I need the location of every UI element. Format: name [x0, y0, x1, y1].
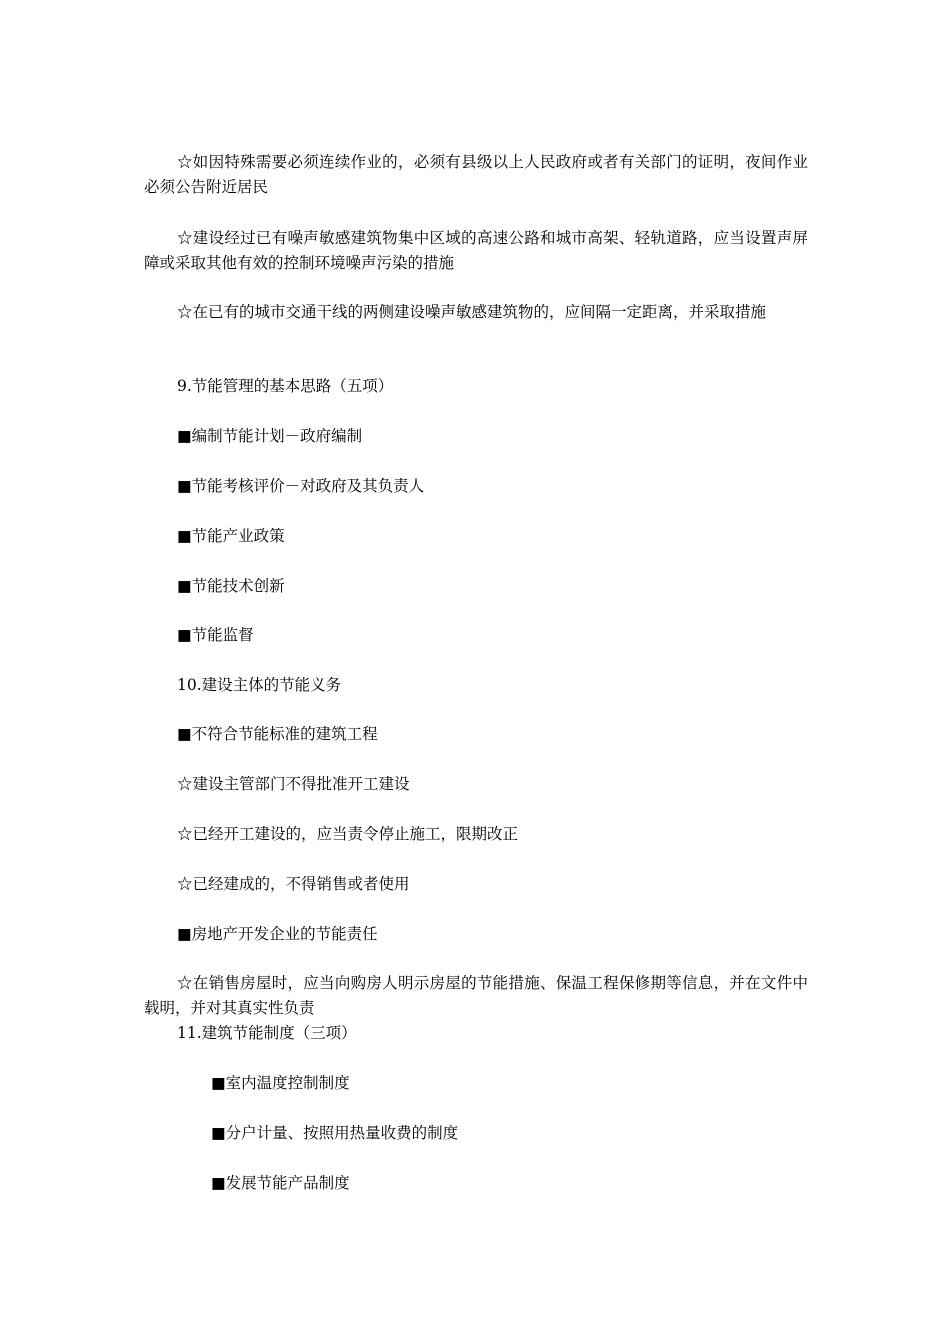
list-item: ☆已经开工建设的，应当责令停止施工，限期改正 [177, 825, 519, 843]
paragraph-sales-disclosure: ☆在销售房屋时，应当向购房人明示房屋的节能措施、保温工程保修期等信息，并在文件中载明，并对其真实性负责 [144, 974, 808, 1017]
list-item: ☆已经建成的，不得销售或者使用 [177, 875, 410, 893]
heading-section-11: 11.建筑节能制度（三项） [177, 1024, 357, 1042]
list-item: ■节能监督 [177, 626, 254, 644]
list-item: ■节能产业政策 [177, 527, 285, 545]
paragraph-sound-barrier: ☆建设经过已有噪声敏感建筑物集中区域的高速公路和城市高架、轻轨道路，应当设置声屏障或采取其他有效的控制环境噪声污染的措施 [144, 229, 808, 272]
list-item: ☆建设主管部门不得批准开工建设 [177, 775, 410, 793]
heading-section-10: 10.建设主体的节能义务 [177, 676, 342, 694]
list-item: ■节能考核评价－对政府及其负责人 [177, 477, 425, 495]
list-item: ■房地产开发企业的节能责任 [177, 925, 378, 943]
heading-section-9: 9.节能管理的基本思路（五项） [177, 377, 394, 395]
list-item: ■室内温度控制制度 [211, 1074, 350, 1092]
paragraph-traffic-distance: ☆在已有的城市交通干线的两侧建设噪声敏感建筑物的，应间隔一定距离，并采取措施 [177, 303, 767, 321]
list-item: ■不符合节能标准的建筑工程 [177, 725, 378, 743]
list-item: ■分户计量、按照用热量收费的制度 [211, 1124, 459, 1142]
paragraph-night-work: ☆如因特殊需要必须连续作业的，必须有县级以上人民政府或者有关部门的证明，夜间作业必须公告附近居民 [144, 153, 808, 196]
list-item: ■编制节能计划－政府编制 [177, 427, 363, 445]
list-item: ■节能技术创新 [177, 577, 285, 595]
list-item: ■发展节能产品制度 [211, 1174, 350, 1192]
